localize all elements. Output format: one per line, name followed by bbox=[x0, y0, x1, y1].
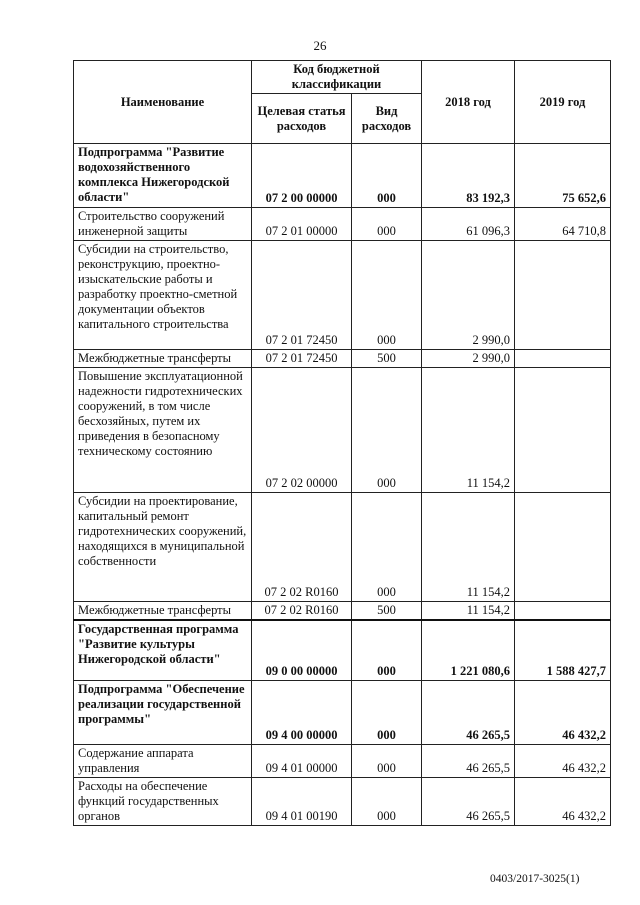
row-expense-type: 000 bbox=[352, 208, 422, 241]
row-expense-type: 000 bbox=[352, 777, 422, 825]
row-value-2018: 11 154,2 bbox=[422, 493, 515, 602]
row-expense-type: 000 bbox=[352, 493, 422, 602]
row-value-2018: 11 154,2 bbox=[422, 602, 515, 621]
row-expense-type: 000 bbox=[352, 144, 422, 208]
table-row bbox=[74, 208, 611, 241]
row-name: Повышение эксплуатационной надежности гидротехнических сооружений, в том числе бесхозяйных, путем их приведения в безопасному техническому состоянию bbox=[74, 368, 252, 493]
table-row bbox=[74, 350, 611, 368]
row-value-2018: 2 990,0 bbox=[422, 241, 515, 350]
header-name: Наименование bbox=[74, 61, 252, 144]
table-row bbox=[74, 368, 611, 493]
row-value-2019: 46 432,2 bbox=[515, 777, 611, 825]
row-name: Межбюджетные трансферты bbox=[74, 602, 252, 621]
row-value-2018: 46 265,5 bbox=[422, 680, 515, 744]
row-target-article: 07 2 02 00000 bbox=[252, 368, 352, 493]
row-expense-type: 000 bbox=[352, 241, 422, 350]
row-value-2019 bbox=[515, 602, 611, 621]
row-target-article: 09 0 00 00000 bbox=[252, 620, 352, 680]
table-row bbox=[74, 777, 611, 825]
row-value-2018: 2 990,0 bbox=[422, 350, 515, 368]
table-row bbox=[74, 241, 611, 350]
header-target-article: Целевая статья расходов bbox=[252, 94, 352, 144]
page-number: 26 bbox=[313, 38, 327, 53]
row-value-2019: 1 588 427,7 bbox=[515, 620, 611, 680]
row-target-article: 07 2 01 00000 bbox=[252, 208, 352, 241]
row-target-article: 07 2 02 R0160 bbox=[252, 493, 352, 602]
row-name: Подпрограмма "Развитие водохозяйственного комплекса Нижегородской области" bbox=[74, 144, 252, 208]
row-value-2018: 11 154,2 bbox=[422, 368, 515, 493]
row-value-2018: 61 096,3 bbox=[422, 208, 515, 241]
row-name: Расходы на обеспечение функций государственных органов bbox=[74, 777, 252, 825]
header-expense-type: Вид расходов bbox=[352, 94, 422, 144]
row-value-2019 bbox=[515, 350, 611, 368]
row-expense-type: 500 bbox=[352, 350, 422, 368]
row-target-article: 09 4 01 00190 bbox=[252, 777, 352, 825]
row-target-article: 07 2 01 72450 bbox=[252, 241, 352, 350]
row-target-article: 09 4 01 00000 bbox=[252, 744, 352, 777]
row-value-2018: 46 265,5 bbox=[422, 744, 515, 777]
row-name: Подпрограмма "Обеспечение реализации государственной программы" bbox=[74, 680, 252, 744]
row-value-2018: 83 192,3 bbox=[422, 144, 515, 208]
row-target-article: 07 2 01 72450 bbox=[252, 350, 352, 368]
budget-table bbox=[73, 60, 611, 826]
table-row bbox=[74, 680, 611, 744]
row-name: Строительство сооружений инженерной защиты bbox=[74, 208, 252, 241]
table-row bbox=[74, 144, 611, 208]
row-expense-type: 000 bbox=[352, 620, 422, 680]
row-name: Межбюджетные трансферты bbox=[74, 350, 252, 368]
row-value-2019: 64 710,8 bbox=[515, 208, 611, 241]
row-target-article: 07 2 02 R0160 bbox=[252, 602, 352, 621]
table-body bbox=[74, 144, 611, 826]
row-value-2019: 75 652,6 bbox=[515, 144, 611, 208]
table-row bbox=[74, 493, 611, 602]
row-value-2019: 46 432,2 bbox=[515, 744, 611, 777]
row-target-article: 07 2 00 00000 bbox=[252, 144, 352, 208]
header-year-2019: 2019 год bbox=[515, 61, 611, 144]
row-expense-type: 000 bbox=[352, 368, 422, 493]
row-value-2019 bbox=[515, 493, 611, 602]
row-value-2019 bbox=[515, 368, 611, 493]
row-value-2018: 1 221 080,6 bbox=[422, 620, 515, 680]
row-name: Государственная программа "Развитие культуры Нижегородской области" bbox=[74, 620, 252, 680]
row-value-2019 bbox=[515, 241, 611, 350]
row-name: Содержание аппарата управления bbox=[74, 744, 252, 777]
header-year-2018: 2018 год bbox=[422, 61, 515, 144]
table-row bbox=[74, 620, 611, 680]
row-name: Субсидии на проектирование, капитальный ремонт гидротехнических сооружений, находящихся в муниципальной собственности bbox=[74, 493, 252, 602]
row-expense-type: 000 bbox=[352, 680, 422, 744]
document-code: 0403/2017-3025(1) bbox=[490, 873, 580, 885]
row-value-2018: 46 265,5 bbox=[422, 777, 515, 825]
row-target-article: 09 4 00 00000 bbox=[252, 680, 352, 744]
row-value-2019: 46 432,2 bbox=[515, 680, 611, 744]
row-expense-type: 500 bbox=[352, 602, 422, 621]
header-code-group: Код бюджетной классификации bbox=[252, 61, 422, 94]
table-row bbox=[74, 744, 611, 777]
row-name: Субсидии на строительство, реконструкцию, проектно-изыскательские работы и разработку проектно-сметной документации объектов капитального строительства bbox=[74, 241, 252, 350]
row-expense-type: 000 bbox=[352, 744, 422, 777]
table-row bbox=[74, 602, 611, 621]
